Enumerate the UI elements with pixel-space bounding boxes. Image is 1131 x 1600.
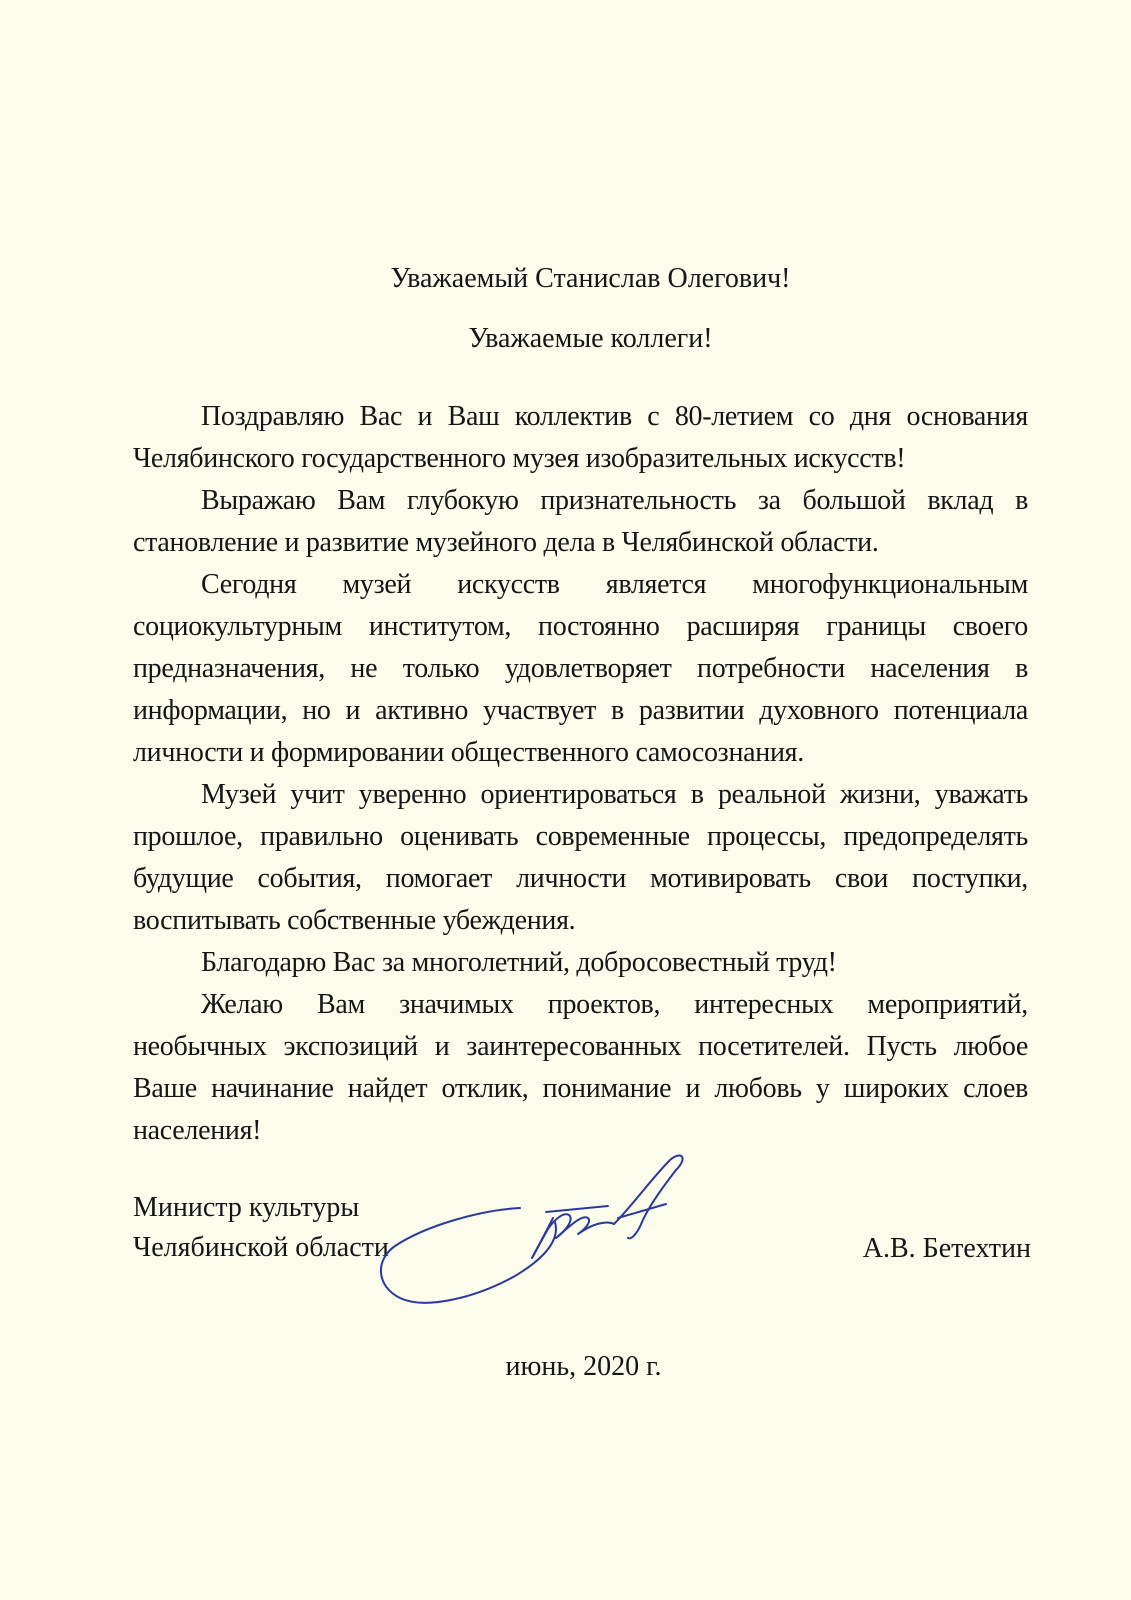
letter-body — [133, 396, 1028, 1152]
handwritten-signature — [370, 1148, 700, 1318]
signatory-position — [133, 1188, 389, 1268]
signatory-name: А.В. Бетехтин — [862, 1233, 1031, 1264]
signatory-position-line1: Министр культуры — [133, 1192, 360, 1223]
salutation-primary: Уважаемый Станислав Олегович! — [390, 263, 791, 294]
signatory-position-line2: Челябинской области — [133, 1232, 389, 1263]
paragraph-thanks: Благодарю Вас за многолетний, добросовестный труд! — [201, 947, 837, 978]
paragraph-wishes: Желаю Вам значимых проектов, интересных мероприятий, необычных экспозиций и заинтересованных посетителей. Пусть любое Ваше начинание найдет отклик, понимание и любовь у широких слоев населения! — [133, 989, 1028, 1146]
paragraph-gratitude: Выражаю Вам глубокую признательность за большой вклад в становление и развитие музейного дела в Челябинской области. — [133, 485, 1028, 558]
paragraph-museum-teaches: Музей учит уверенно ориентироваться в реальной жизни, уважать прошлое, правильно оценивать современные процессы, предопределять будущие события, помогает личности мотивировать свои поступки, воспитывать собственные убеждения. — [133, 779, 1028, 936]
paragraph-congratulation: Поздравляю Вас и Ваш коллектив с 80-летием со дня основания Челябинского государственного музея изобразительных искусств! — [133, 401, 1028, 474]
letter-date: июнь, 2020 г. — [505, 1351, 662, 1382]
salutation-secondary: Уважаемые коллеги! — [468, 323, 713, 354]
paragraph-museum-role: Сегодня музей искусств является многофункциональным социокультурным институтом, постоянно расширяя границы своего предназначения, не только удовлетворяет потребности населения в информации, но и активно участвует в развитии духовного потенциала личности и формировании общественного самосознания. — [133, 569, 1028, 768]
